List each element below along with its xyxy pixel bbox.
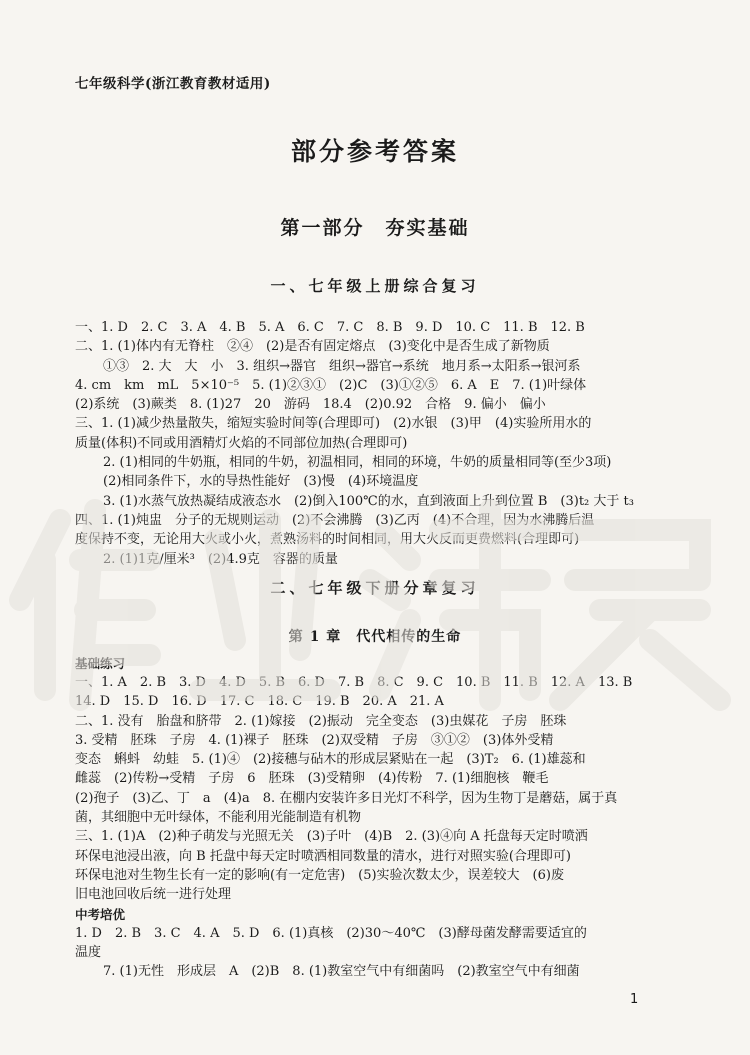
main-title: 部分参考答案 bbox=[290, 137, 459, 166]
answer-line: 旧电池回收后统一进行处理 bbox=[75, 887, 232, 903]
part-title: 第一部分 夯实基础 bbox=[280, 217, 470, 239]
answer-line: 环保电池浸出液，向 B 托盘中每天定时喷洒相同数量的清水，进行对照实验(合理即可) bbox=[75, 848, 571, 864]
answer-line: (2)相同条件下，水的导热性能好 (3)慢 (4)环境温度 bbox=[103, 474, 419, 490]
basic-practice-label: 基础练习 bbox=[75, 656, 126, 671]
answer-line: 一、1. A 2. B 3. D 4. D 5. B 6. D 7. B 8. C 9. C 10. B 11. B 12. A 13. B bbox=[75, 675, 633, 690]
answer-line: 变态 蝌蚪 幼蛙 5. (1)④ (2)接穗与砧木的形成层紧贴在一起 (3)T₂ 6. (1)雄蕊和 bbox=[75, 752, 586, 768]
basic-practice-lines bbox=[75, 673, 675, 905]
answer-line: 3. (1)水蒸气放热凝结成液态水 (2)倒入100℃的水，直到液面上升到位置 B (3)t₂ 大于 t₃ bbox=[103, 493, 634, 509]
answer-line: 1. D 2. B 3. C 4. A 5. D 6. (1)真核 (2)30～40℃ (3)酵母菌发酵需要适宜的 bbox=[75, 925, 587, 941]
answer-line: 7. (1)无性 形成层 A (2)B 8. (1)教室空气中有细菌吗 (2)教室空气中有细菌 bbox=[103, 964, 580, 980]
answer-line: 3. 受精 胚珠 子房 4. (1)裸子 胚珠 (2)双受精 子房 ③①② (3)体外受精 bbox=[75, 732, 554, 748]
answer-line: 2. (1)相同的牛奶瓶，相同的牛奶，初温相同，相同的环境，牛奶的质量相同等(至少3项) bbox=[103, 455, 612, 471]
answer-line: 三、1. (1)减少热量散失，缩短实验时间等(合理即可) (2)水银 (3)甲 (4)实验所用水的 bbox=[75, 416, 592, 432]
exam-excellence-label: 中考培优 bbox=[75, 906, 126, 922]
answer-line: 4. cm km mL 5×10⁻⁵ 5. (1)②③① (2)C (3)①②⑤ 6. A E 7. (1)叶绿体 bbox=[75, 377, 587, 393]
answer-line: 温度 bbox=[75, 944, 102, 960]
answer-line: (2)孢子 (3)乙、丁 a (4)a 8. 在棚内安装许多日光灯不科学，因为生物丁是蘑菇，属于真 bbox=[75, 790, 618, 806]
answer-line: 三、1. (1)A (2)种子萌发与光照无关 (3)子叶 (4)B 2. (3)④向 A 托盘每天定时喷洒 bbox=[75, 829, 588, 845]
answer-line: 2. (1)1克/厘米³ (2)4.9克 容器的质量 bbox=[103, 551, 338, 567]
answer-line: 14. D 15. D 16. D 17. C 18. C 19. B 20. A 21. A bbox=[75, 694, 444, 710]
exam-excellence-lines bbox=[75, 924, 675, 982]
answer-line: 环保电池对生物生长有一定的影响(有一定危害) (5)实验次数太少，误差较大 (6)废 bbox=[75, 867, 564, 883]
answer-line: ①③ 2. 大 大 小 3. 组织→器官 组织→器官→系统 地月系→太阳系→银河系 bbox=[103, 358, 581, 374]
page-number: 1 bbox=[630, 992, 639, 1007]
answer-line: 度保持不变，无论用大火或小火，煮熟汤料的时间相同，用大火反而更费燃料(合理即可) bbox=[75, 532, 580, 548]
book-header: 七年级科学(浙江教育教材适用) bbox=[75, 76, 271, 92]
answer-line: 雌蕊 (2)传粉→受精 子房 6 胚珠 (3)受精卵 (4)传粉 7. (1)细胞核 鞭毛 bbox=[75, 771, 549, 787]
answer-line: 菌，其细胞中无叶绿体，不能利用光能制造有机物 bbox=[75, 810, 362, 826]
answer-line: (2)系统 (3)蕨类 8. (1)27 20 游码 18.4 (2)0.92 合格 9. 偏小 偏小 bbox=[75, 397, 546, 413]
section-title-2: 二、七年级下册分章复习 bbox=[270, 579, 480, 597]
answer-line: 二、1. (1)体内有无脊柱 ②④ (2)是否有固定熔点 (3)变化中是否生成了新物质 bbox=[75, 339, 550, 355]
chapter-title: 第 1 章 代代相传的生命 bbox=[288, 629, 462, 645]
answer-line: 质量(体积)不同或用酒精灯火焰的不同部位加热(合理即可) bbox=[75, 435, 408, 451]
answer-line: 二、1. 没有 胎盘和脐带 2. (1)嫁接 (2)振动 完全变态 (3)虫媒花 子房 胚珠 bbox=[75, 713, 567, 729]
answer-line: 一、1. D 2. C 3. A 4. B 5. A 6. C 7. C 8. B 9. D 10. C 11. B 12. B bbox=[75, 320, 585, 335]
section-title-1: 一、七年级上册综合复习 bbox=[270, 277, 480, 295]
section-1-answers bbox=[75, 318, 675, 569]
chapter-1-answers bbox=[75, 654, 675, 981]
answer-line: 四、1. (1)炖盅 分子的无规则运动 (2)不会沸腾 (3)乙丙 (4)不合理，因为水沸腾后温 bbox=[75, 512, 595, 528]
